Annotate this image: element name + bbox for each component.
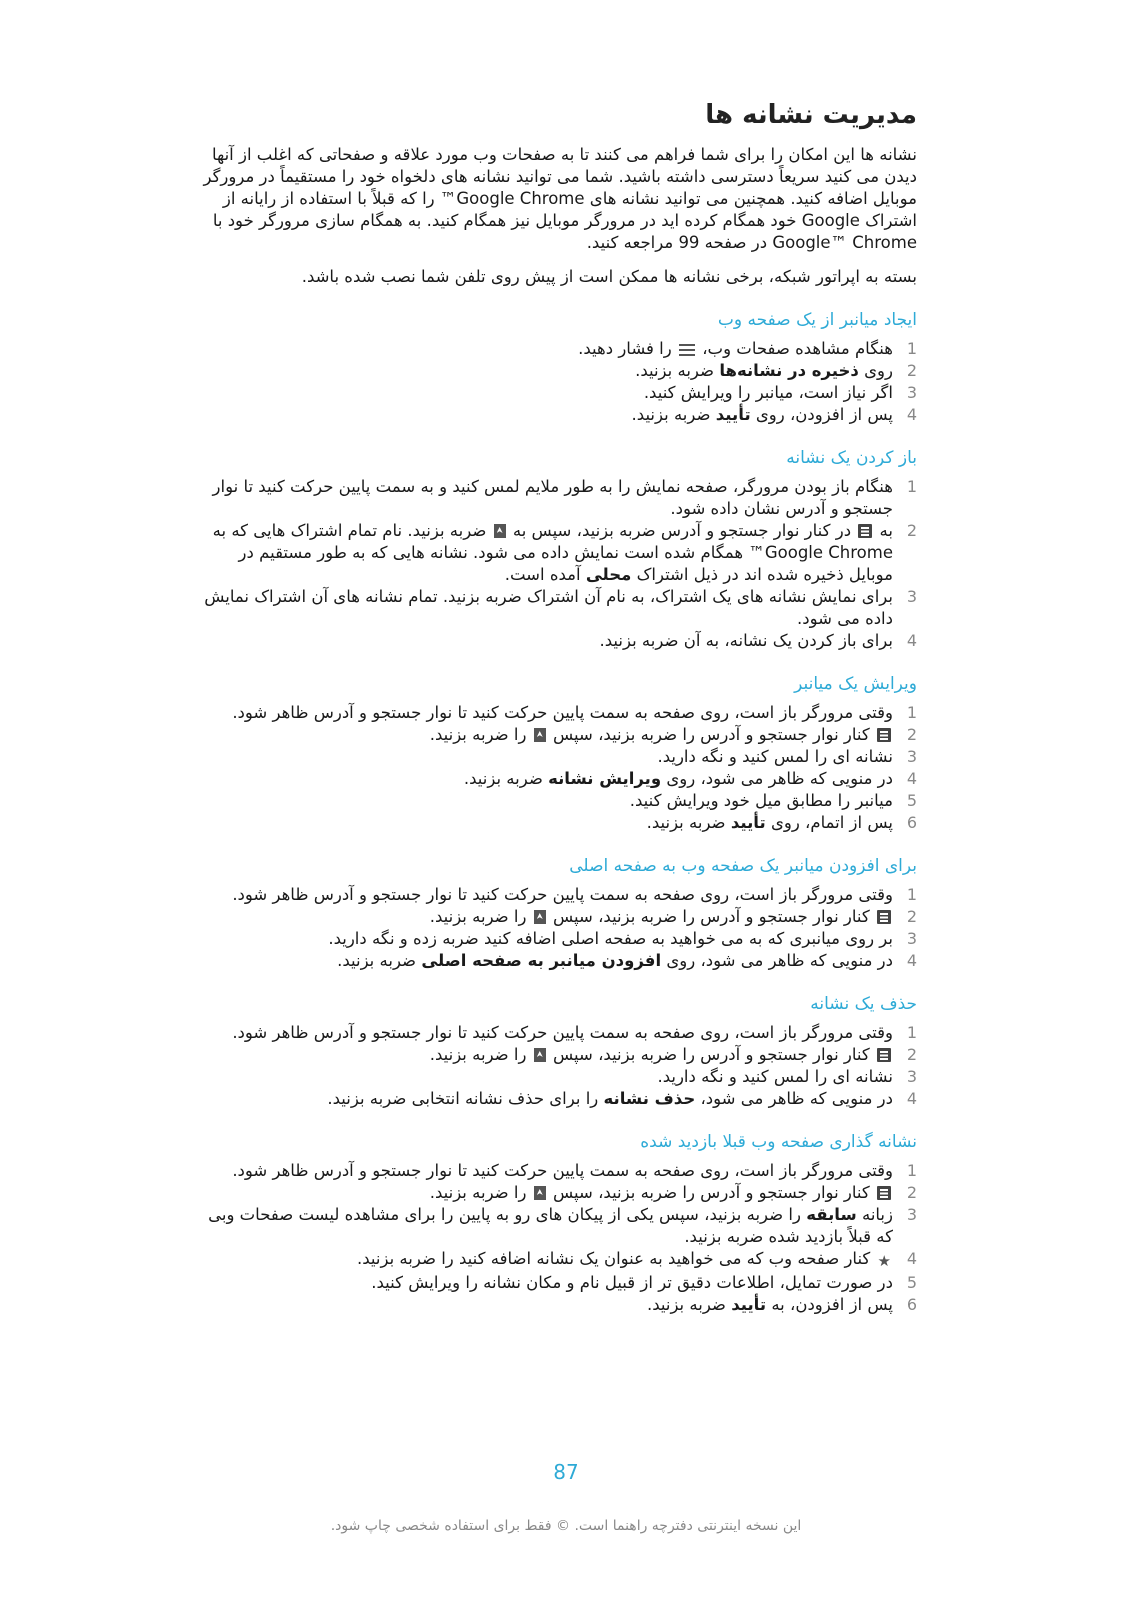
step-text [197, 746, 893, 768]
star-icon: ★ [877, 1252, 891, 1270]
step-text-part: در صورت تمایل، اطلاعات دقیق تر از قبیل نام و مکان نشانه را ویرایش کنید. [371, 1273, 893, 1292]
step-text-part: نشانه ای را لمس کنید و نگه دارید. [657, 1067, 893, 1086]
step-list [197, 338, 917, 426]
step-number: 4 [906, 951, 917, 970]
step-text-part: کنار صفحه وب که می خواهید به عنوان یک نشانه اضافه کنید را ضربه بزنید. [357, 1249, 871, 1268]
step-emphasis: افزودن میانبر به صفحه اصلی [421, 951, 662, 970]
step-text-part: کنار نوار جستجو و آدرس را ضربه بزنید، سپس [553, 725, 870, 744]
section-heading: نشانه گذاری صفحه وب قبلا بازدید شده [640, 1132, 917, 1152]
step-number: 3 [906, 587, 917, 606]
step-text [197, 812, 893, 834]
step-list [197, 884, 917, 972]
step-emphasis: حذف نشانه [603, 1089, 696, 1108]
step-text-part: را ضربه بزنید. [429, 1045, 527, 1064]
step-item [197, 746, 917, 768]
step-text [197, 950, 893, 972]
step-text [197, 630, 893, 652]
step-item [197, 404, 917, 426]
step-text [197, 586, 893, 630]
step-emphasis: محلی [585, 565, 632, 584]
step-text-part: در منویی که ظاهر می شود، روی [666, 769, 893, 788]
step-number: 3 [906, 1205, 917, 1224]
step-text-part: را ضربه بزنید. [429, 725, 527, 744]
step-item [197, 382, 917, 404]
step-number: 4 [906, 769, 917, 788]
step-text-part: برای نمایش نشانه های یک اشتراک، به نام آن اشتراک ضربه بزنید. تمام نشانه های آن اشتراک نمایش داده می شود. [204, 587, 893, 628]
step-number: 4 [906, 1249, 917, 1268]
step-item [197, 768, 917, 790]
step-number: 3 [906, 383, 917, 402]
step-text [197, 382, 893, 404]
step-number: 2 [906, 361, 917, 380]
page-title: مدیریت نشانه ها [705, 100, 917, 130]
step-text [197, 1294, 893, 1316]
step-number: 3 [906, 929, 917, 948]
step-number: 2 [906, 521, 917, 540]
step-number: 1 [906, 703, 917, 722]
step-number: 4 [906, 405, 917, 424]
step-item [197, 1204, 917, 1248]
step-text-part: را ضربه بزنید. [429, 907, 527, 926]
footer-note: این نسخه اینترنتی دفترچه راهنما است. © فقط برای استفاده شخصی چاپ شود. [330, 1518, 802, 1534]
step-item [197, 586, 917, 630]
step-emphasis: تأیید [731, 1295, 767, 1314]
step-list [197, 1160, 917, 1316]
section-heading: باز کردن یک نشانه [786, 448, 917, 468]
step-number: 1 [906, 1161, 917, 1180]
step-number: 1 [906, 1023, 917, 1042]
step-text-part: ضربه بزنید. [646, 1295, 726, 1314]
step-item [197, 1272, 917, 1294]
sections-container [197, 310, 917, 1316]
step-item [197, 702, 917, 724]
step-text [197, 1044, 893, 1066]
step-number: 6 [906, 813, 917, 832]
step-text-part: هنگام مشاهده صفحات وب، [702, 339, 893, 358]
step-number: 3 [906, 1067, 917, 1086]
step-item [197, 360, 917, 382]
step-item [197, 950, 917, 972]
step-text-part: ضربه بزنید. [337, 951, 417, 970]
step-list [197, 702, 917, 834]
step-text-part: زبانه [861, 1205, 893, 1224]
step-text-part: ضربه بزنید. [631, 405, 711, 424]
step-number: 3 [906, 747, 917, 766]
step-number: 2 [906, 1045, 917, 1064]
step-text [197, 476, 893, 520]
step-text-part: ضربه بزنید. [463, 769, 543, 788]
step-text-part: را ضربه بزنید. [429, 1183, 527, 1202]
bookmark-icon [534, 910, 546, 924]
step-item [197, 884, 917, 906]
section-heading: حذف یک نشانه [810, 994, 917, 1014]
section-heading: ایجاد میانبر از یک صفحه وب [717, 310, 917, 330]
step-item [197, 906, 917, 928]
step-text-part: کنار نوار جستجو و آدرس را ضربه بزنید، سپس [553, 1045, 870, 1064]
step-number: 1 [906, 339, 917, 358]
step-text-part: وقتی مرورگر باز است، روی صفحه به سمت پایین حرکت کنید تا نوار جستجو و آدرس ظاهر شود. [232, 885, 893, 904]
step-emphasis: ویرایش نشانه [548, 769, 662, 788]
step-text-part: پس از افزودن، روی [755, 405, 893, 424]
step-text-part: برای باز کردن یک نشانه، به آن ضربه بزنید. [599, 631, 893, 650]
tabs-icon [877, 910, 891, 924]
step-text [197, 702, 893, 724]
step-text [197, 1272, 893, 1294]
tabs-icon [877, 728, 891, 742]
operator-note: بسته به اپراتور شبکه، برخی نشانه ها ممکن است از پیش روی تلفن شما نصب شده باشد. [301, 267, 917, 286]
step-item [197, 812, 917, 834]
step-text [197, 1182, 893, 1204]
step-emphasis: تأیید [730, 813, 766, 832]
step-text-part: روی [864, 361, 893, 380]
tabs-icon [858, 524, 872, 538]
step-text-part: پس از اتمام، روی [770, 813, 893, 832]
step-text-part: وقتی مرورگر باز است، روی صفحه به سمت پایین حرکت کنید تا نوار جستجو و آدرس ظاهر شود. [232, 1023, 893, 1042]
step-item [197, 338, 917, 360]
step-item [197, 630, 917, 652]
step-number: 5 [906, 791, 917, 810]
step-text [197, 360, 893, 382]
step-text-part: ضربه بزنید. [646, 813, 726, 832]
tabs-icon [877, 1186, 891, 1200]
step-emphasis: سابقه [806, 1205, 857, 1224]
step-text [197, 928, 893, 950]
bookmark-icon [534, 728, 546, 742]
step-item [197, 724, 917, 746]
step-text [197, 520, 893, 586]
step-text-part: کنار نوار جستجو و آدرس را ضربه بزنید، سپس [553, 907, 870, 926]
step-number: 4 [906, 631, 917, 650]
step-text-part: ضربه بزنید. [635, 361, 715, 380]
step-text [197, 1248, 893, 1272]
step-item [197, 1088, 917, 1110]
step-item [197, 1294, 917, 1316]
step-text-part: را فشار دهید. [578, 339, 672, 358]
step-text-part: نشانه ای را لمس کنید و نگه دارید. [657, 747, 893, 766]
step-text-part: آمده است. [504, 565, 581, 584]
step-number: 2 [906, 1183, 917, 1202]
step-item [197, 1022, 917, 1044]
step-text-part: وقتی مرورگر باز است، روی صفحه به سمت پایین حرکت کنید تا نوار جستجو و آدرس ظاهر شود. [232, 1161, 893, 1180]
step-item [197, 520, 917, 586]
step-text-part: هنگام باز بودن مرورگر، صفحه نمایش را به طور ملایم لمس کنید و به سمت پایین حرکت کنید تا نوار جستجو و آدرس نشان داده شود. [212, 477, 893, 518]
step-text-part: ضربه بزنید. نام تمام اشتراک هایی که به Google Chrome™ همگام شده است نمایش داده می شود. نشانه هایی که به طور مستقیم در موبایل ذخیره شده اند در ذیل اشتراک [212, 521, 893, 584]
step-number: 6 [906, 1295, 917, 1314]
step-text [197, 404, 893, 426]
step-number: 2 [906, 907, 917, 926]
intro-paragraph: نشانه ها این امکان را برای شما فراهم می کنند تا به صفحات وب مورد علاقه و صفحاتی که اغلب از آنها دیدن می کنید سریعاً دسترسی داشته باشید. شما می توانید نشانه های دلخواه خود را مستقیماً در مرورگر موبایل اضافه کنید. همچنین می توانید نشانه های Google Chrome™ را که قبلاً با استفاده از رایانه از اشتراک Google خود همگام کرده اید در مرورگر موبایل نیز همگام کنید. به همگام سازی مرورگر خود با Google™ Chrome در صفحه 99 مراجعه کنید. [203, 145, 917, 252]
step-text-part: اگر نیاز است، میانبر را ویرایش کنید. [643, 383, 893, 402]
step-list [197, 476, 917, 652]
step-emphasis: ذخیره در نشانه‌ها [719, 361, 859, 380]
page-number: 87 [553, 1460, 579, 1484]
step-text-part: وقتی مرورگر باز است، روی صفحه به سمت پایین حرکت کنید تا نوار جستجو و آدرس ظاهر شود. [232, 703, 893, 722]
step-text [197, 338, 893, 360]
step-item [197, 1066, 917, 1088]
step-text-part: کنار نوار جستجو و آدرس را ضربه بزنید، سپس [553, 1183, 870, 1202]
step-text-part: در منویی که ظاهر می شود، روی [666, 951, 893, 970]
step-number: 1 [906, 885, 917, 904]
menu-icon [679, 344, 695, 356]
step-text [197, 1088, 893, 1110]
step-text [197, 1160, 893, 1182]
step-text-part: در کنار نوار جستجو و آدرس ضربه بزنید، سپس به [512, 521, 852, 540]
section-heading: ویرایش یک میانبر [794, 674, 917, 694]
step-text [197, 1204, 893, 1248]
step-text [197, 884, 893, 906]
step-item [197, 476, 917, 520]
step-text-part: پس از افزودن، به [771, 1295, 893, 1314]
step-text-part: بر روی میانبری که به می خواهید به صفحه اصلی اضافه کنید ضربه زده و نگه دارید. [328, 929, 893, 948]
step-text [197, 1022, 893, 1044]
step-list [197, 1022, 917, 1110]
step-number: 2 [906, 725, 917, 744]
step-number: 5 [906, 1273, 917, 1292]
document-body [197, 100, 917, 1316]
step-number: 1 [906, 477, 917, 496]
bookmark-icon [534, 1048, 546, 1062]
step-item [197, 790, 917, 812]
step-text [197, 1066, 893, 1088]
bookmark-icon [494, 524, 506, 538]
step-text-part: را ضربه بزنید، سپس یکی از پیکان های رو به پایین را برای مشاهده لیست صفحات وبی که قبلاً بازدید شده ضربه بزنید. [208, 1205, 893, 1246]
step-number: 4 [906, 1089, 917, 1108]
step-text-part: را برای حذف نشانه انتخابی ضربه بزنید. [327, 1089, 599, 1108]
step-text-part: میانبر را مطابق میل خود ویرایش کنید. [629, 791, 893, 810]
step-text [197, 790, 893, 812]
step-text [197, 768, 893, 790]
step-text-part: در منویی که ظاهر می شود، [700, 1089, 893, 1108]
bookmark-icon [534, 1186, 546, 1200]
step-text-part: به [879, 521, 893, 540]
step-emphasis: تأیید [715, 405, 751, 424]
section-heading: برای افزودن میانبر یک صفحه وب به صفحه اصلی [569, 856, 917, 876]
step-text [197, 906, 893, 928]
step-item [197, 1044, 917, 1066]
step-item [197, 928, 917, 950]
tabs-icon [877, 1048, 891, 1062]
step-item [197, 1182, 917, 1204]
step-item [197, 1160, 917, 1182]
step-item [197, 1248, 917, 1272]
step-text [197, 724, 893, 746]
